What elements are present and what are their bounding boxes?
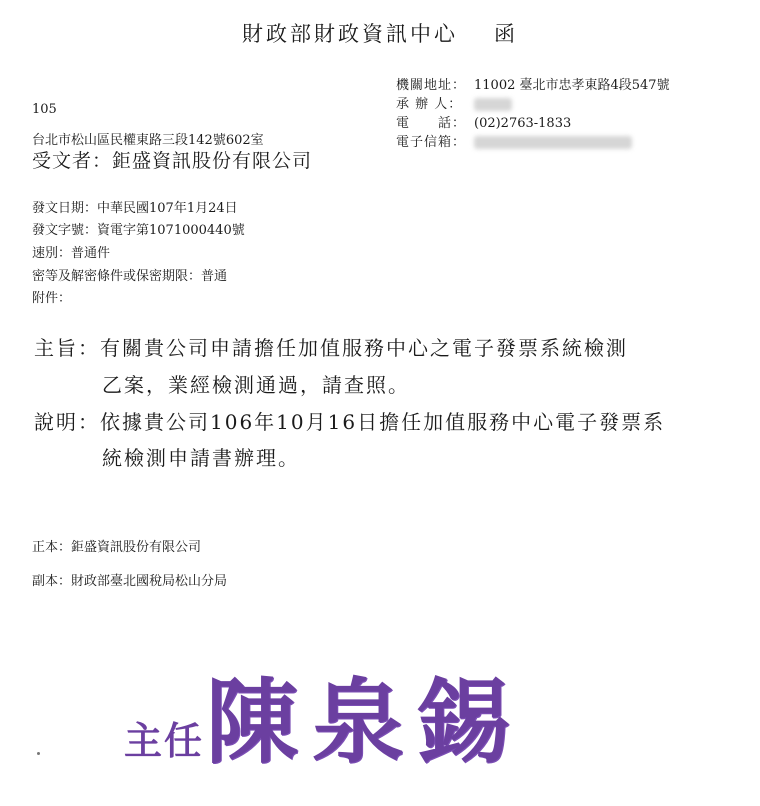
sender-address: 11002 臺北市忠孝東路4段547號 xyxy=(474,78,670,93)
copy-label: 副本： xyxy=(32,574,72,589)
email-label: 電子信箱： xyxy=(396,135,467,150)
speed-label: 速別： xyxy=(32,246,72,261)
speed-value: 普通件 xyxy=(71,246,111,261)
speed-row xyxy=(32,242,110,261)
signature-stamp: 陳泉錫 xyxy=(206,668,525,776)
document-type: 函 xyxy=(494,22,518,46)
agency-name: 財政部財政資訊中心 xyxy=(242,22,458,46)
original-recipient-row xyxy=(32,536,201,555)
secrecy-value: 普通 xyxy=(201,269,228,284)
sender-email-row xyxy=(396,131,632,150)
scan-speck xyxy=(37,752,40,755)
subject-label: 主旨： xyxy=(34,336,100,360)
redacted-handler xyxy=(474,98,512,111)
sender-phone-row xyxy=(396,112,571,131)
description-line-1 xyxy=(34,406,665,435)
recipient-label: 受文者： xyxy=(32,150,113,172)
description-text-1: 依據貴公司106年10月16日擔任加值服務中心電子發票系 xyxy=(100,410,666,434)
issue-date-row xyxy=(32,197,238,216)
original-recipient: 鉅盛資訊股份有限公司 xyxy=(71,540,202,555)
original-label: 正本： xyxy=(32,540,72,555)
recipient-line xyxy=(32,146,312,173)
doc-number-label: 發文字號： xyxy=(32,223,98,238)
attachment-row xyxy=(32,287,71,306)
signature-title: 主任 xyxy=(124,718,205,763)
description-text-2: 統檢測申請書辦理。 xyxy=(102,446,300,470)
phone-label: 電 話： xyxy=(396,116,467,131)
handler-label: 承 辦 人： xyxy=(396,97,463,112)
postal-code: 105 xyxy=(32,102,57,117)
attachment-label: 附件： xyxy=(32,291,72,306)
issue-date: 中華民國107年1月24日 xyxy=(97,201,238,216)
address-label: 機關地址： xyxy=(396,78,467,93)
subject-text-2: 乙案，業經檢測通過，請查照。 xyxy=(102,373,410,397)
document-header xyxy=(0,18,760,48)
redacted-email xyxy=(474,136,632,149)
doc-number: 資電字第1071000440號 xyxy=(97,223,245,238)
copy-recipient: 財政部臺北國稅局松山分局 xyxy=(71,574,228,589)
secrecy-label: 密等及解密條件或保密期限： xyxy=(32,269,202,284)
subject-line-1 xyxy=(34,332,628,361)
secrecy-row xyxy=(32,265,227,284)
sender-phone: (02)2763-1833 xyxy=(474,116,572,131)
sender-handler-row xyxy=(396,93,512,112)
description-label: 說明： xyxy=(34,410,100,434)
issue-date-label: 發文日期： xyxy=(32,201,98,216)
recipient-name: 鉅盛資訊股份有限公司 xyxy=(112,150,313,172)
subject-text-1: 有關貴公司申請擔任加值服務中心之電子發票系統檢測 xyxy=(100,336,628,360)
sender-address-row xyxy=(396,74,670,93)
recipient-address: 台北市松山區民權東路三段142號602室 xyxy=(32,133,264,148)
copy-recipient-row xyxy=(32,570,227,589)
doc-number-row xyxy=(32,219,245,238)
